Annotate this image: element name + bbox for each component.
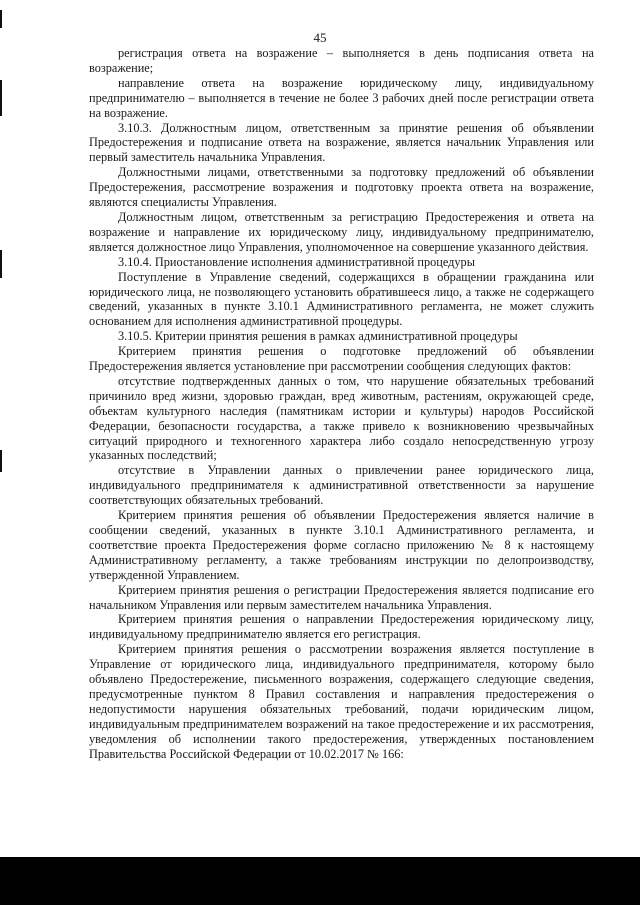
- paragraph: направление ответа на возражение юридическому лицу, индивидуальному предпринимателю – выполняется в течение не более 3 рабочих дней после регистрации ответа на возражение.: [89, 75, 594, 120]
- paragraph: Критерием принятия решения о направлении Предостережения юридическому лицу, индивидуальному предпринимателю является его регистрация.: [89, 612, 594, 642]
- paragraph: отсутствие в Управлении данных о привлечении ранее юридического лица, индивидуального предпринимателя к административной ответственности за нарушение соответствующих обязательных требований.: [89, 463, 594, 508]
- paragraph: Поступление в Управление сведений, содержащихся в обращении гражданина или юридического лица, не позволяющего установить обратившееся лицо, а также не содержащего сведений, указанных в пункте 3.10.1 Административного регламента, не может служить основанием для исполнения административной процедуры.: [89, 269, 594, 329]
- paragraph: Критерием принятия решения о подготовке предложений об объявлении Предостережения является установление при рассмотрении сообщения следующих фактов:: [89, 344, 594, 374]
- paragraph: Должностными лицами, ответственными за подготовку предложений об объявлении Предостережения, рассмотрение возражения и подготовку проекта ответа на возражение, являются специалисты Управления.: [89, 165, 594, 210]
- document-body: [89, 46, 594, 762]
- paragraph: Критерием принятия решения о рассмотрении возражения является поступление в Управление от юридического лица, индивидуального предпринимателя, которому было объявлено Предостережение, письменного возражения, содержащего следующие сведения, предусмотренные пунктом 8 Правил составления и направления предостережения о недопустимости нарушения обязательных требований, подачи юридическим лицом, индивидуальным предпринимателем возражений на такое предостережение и их рассмотрения, уведомления об исполнении такого предостережения, утвержденных постановлением Правительства Российской Федерации от 10.02.2017 № 166:: [89, 642, 594, 761]
- paragraph: Критерием принятия решения об объявлении Предостережения является наличие в сообщении сведений, указанных в пункте 3.10.1 Административного регламента, и соответствие проекта Предостережения форме согласно приложению № 8 к настоящему Административному регламенту, а также требованиям инструкции по делопроизводству, утвержденной Управлением.: [89, 508, 594, 582]
- page-number: 45: [313, 30, 327, 45]
- scan-edge-mark: [0, 10, 2, 28]
- paragraph: Должностным лицом, ответственным за регистрацию Предостережения и ответа на возражение и направление их юридическому лицу, индивидуальному предпринимателю, является должностное лицо Управления, уполномоченное на совершение указанного действия.: [89, 209, 594, 254]
- paragraph: регистрация ответа на возражение – выполняется в день подписания ответа на возражение;: [89, 46, 594, 75]
- scan-bottom-border: [0, 857, 640, 905]
- paragraph: отсутствие подтвержденных данных о том, что нарушение обязательных требований причинило вред жизни, здоровью граждан, вред животным, растениям, окружающей среде, объектам культурного наследия (памятникам истории и культуры) народов Российской Федерации, безопасности государства, а также привело к возникновению чрезвычайных ситуаций природного и техногенного характера либо создало непосредственную угрозу указанных последствий;: [89, 373, 594, 463]
- section-heading: 3.10.5. Критерии принятия решения в рамках административной процедуры: [118, 329, 518, 344]
- scan-edge-mark: [0, 80, 2, 116]
- scan-edge-mark: [0, 250, 2, 278]
- scan-edge-mark: [0, 450, 2, 472]
- paragraph: Критерием принятия решения о регистрации Предостережения является подписание его начальником Управления или первым заместителем начальника Управления.: [89, 582, 594, 612]
- section-heading: 3.10.4. Приостановление исполнения административной процедуры: [118, 254, 475, 269]
- paragraph: 3.10.3. Должностным лицом, ответственным за принятие решения об объявлении Предостережения и подписание ответа на возражение, является начальник Управления или первый заместитель начальника Управления.: [89, 120, 594, 165]
